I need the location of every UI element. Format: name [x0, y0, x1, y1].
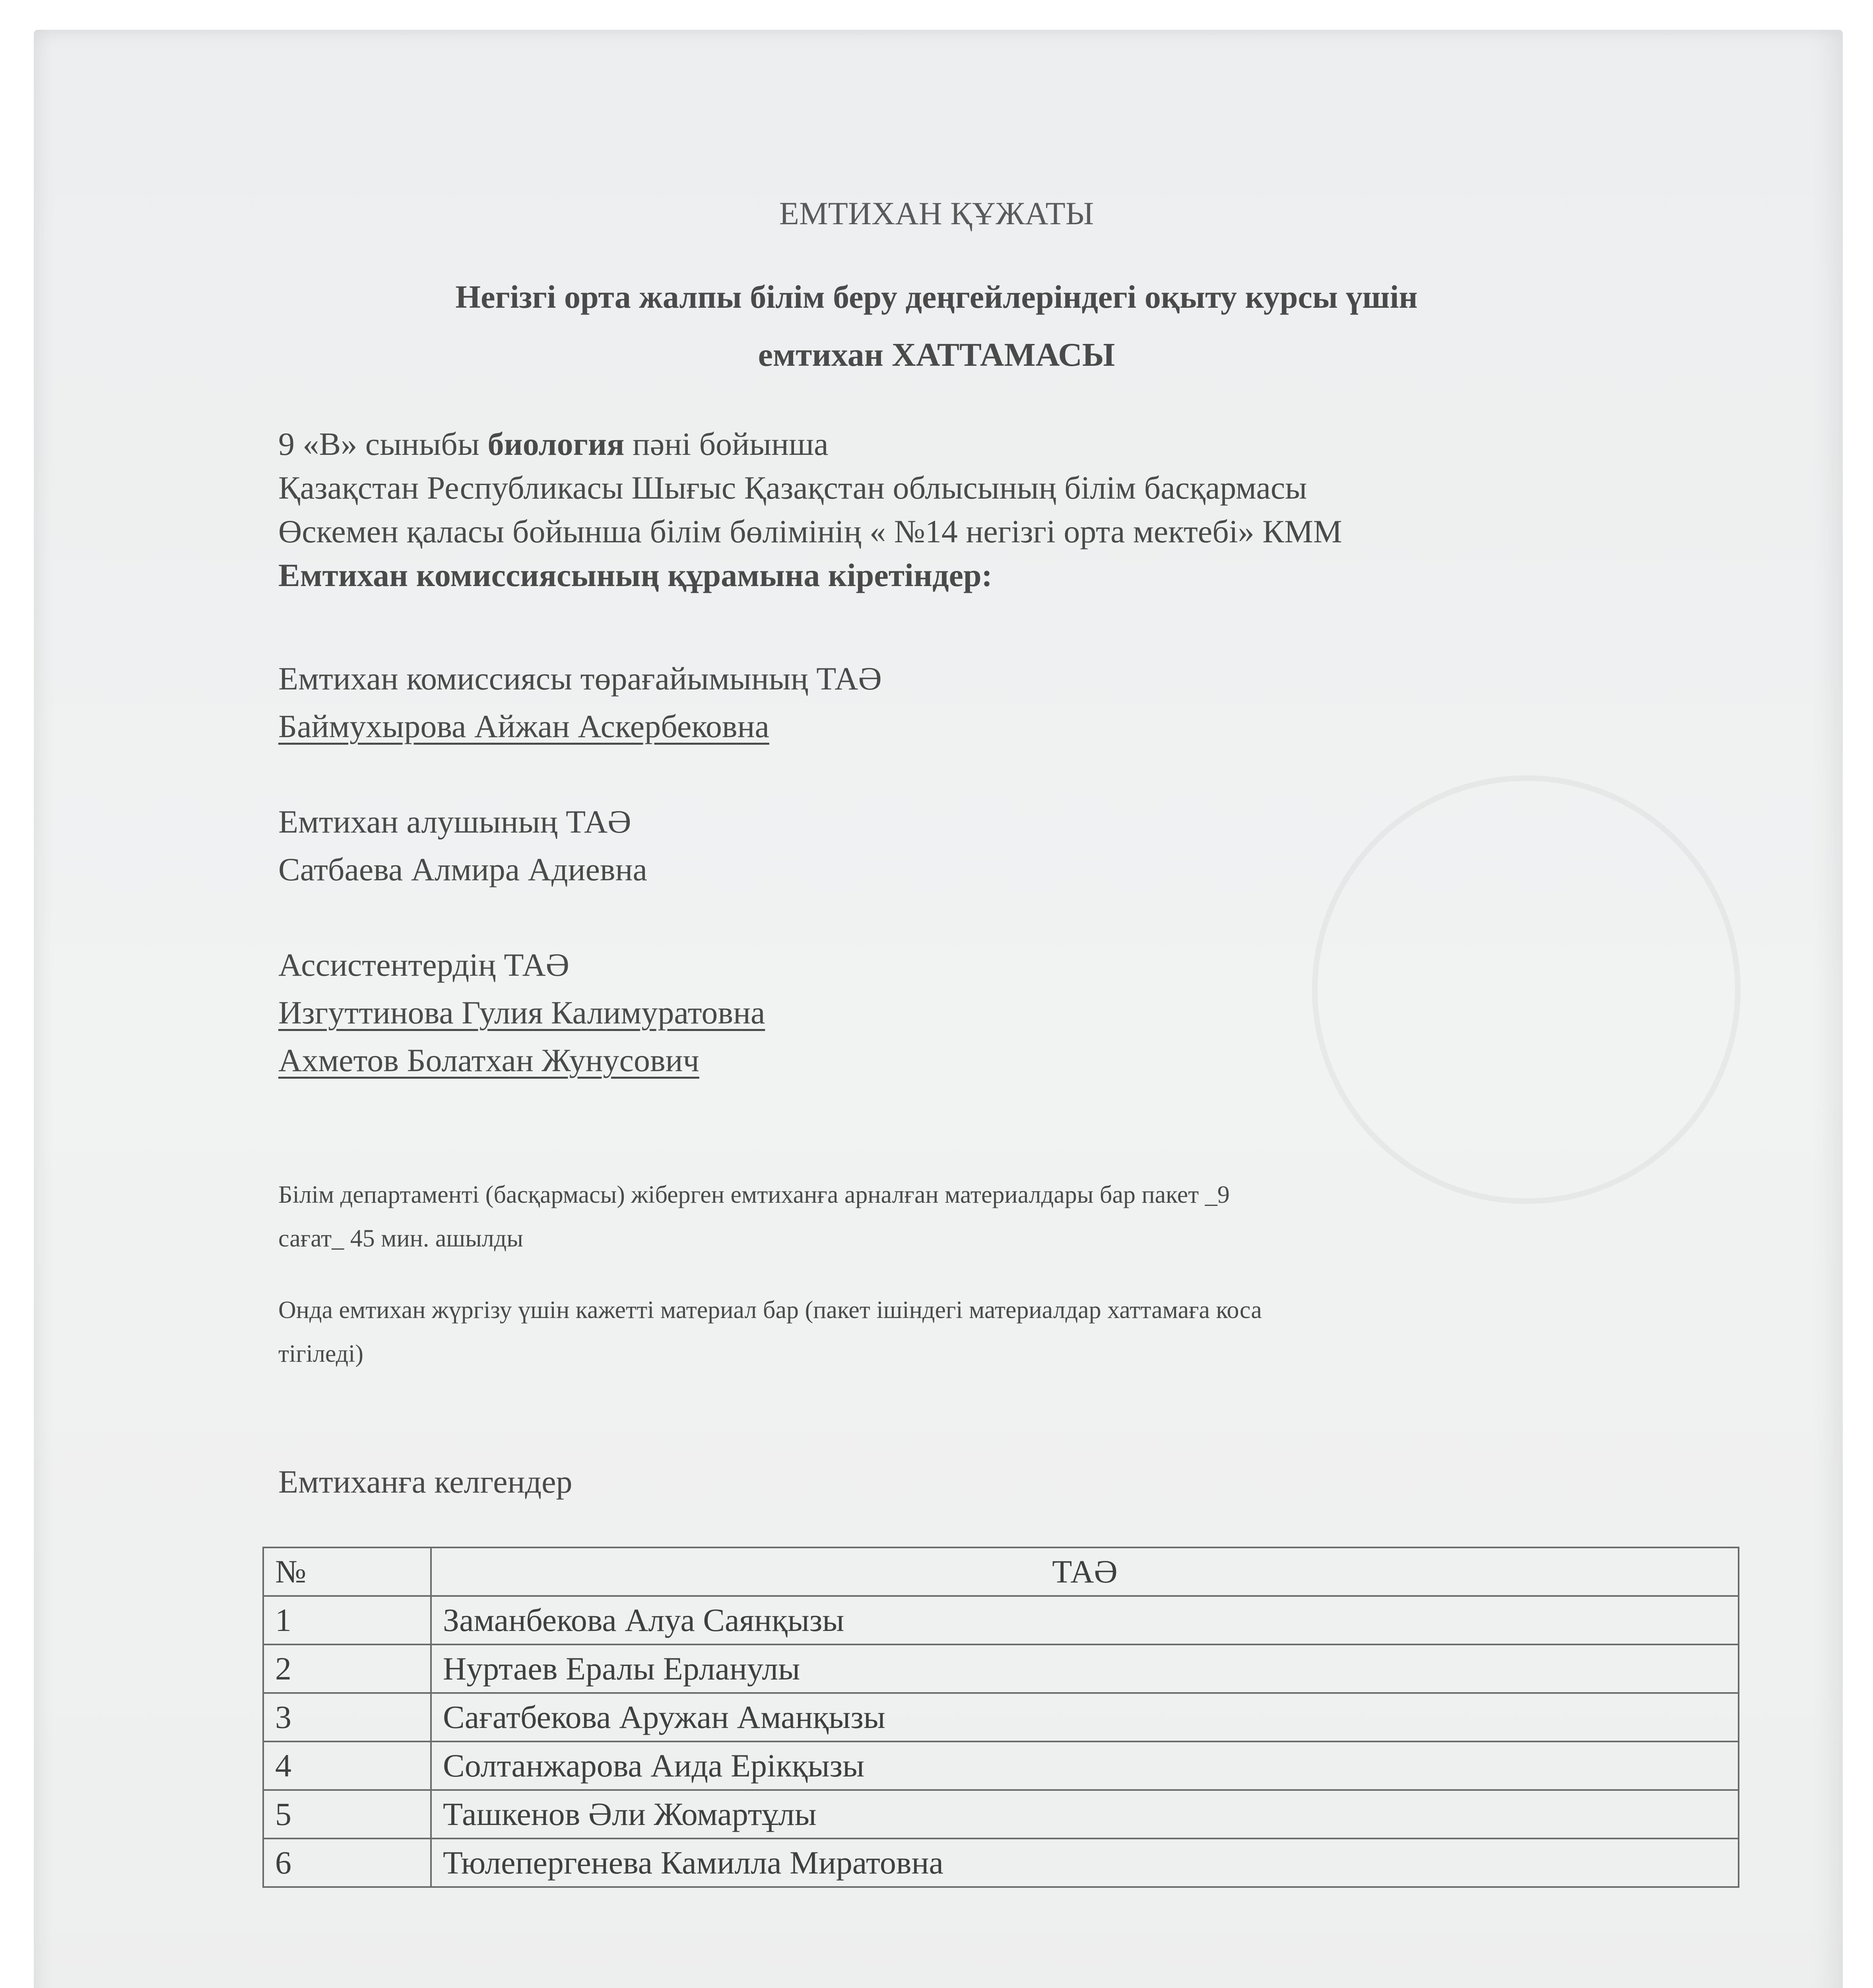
chair-label: Емтихан комиссиясы төрағайымының ТАӘ [278, 660, 882, 697]
table-header-row [263, 1547, 1739, 1596]
attendance-table [262, 1547, 1739, 1888]
assistant-name: Ахметов Болатхан Жунусович [278, 1042, 699, 1078]
region-line: Қазақстан Республикасы Шығыс Қазақстан облысының білім басқармасы [278, 470, 1307, 506]
student-name: Нуртаев Ералы Ерланулы [431, 1644, 1739, 1693]
examiner-label: Емтихан алушының ТАӘ [278, 804, 631, 840]
column-header-fullname: ТАӘ [431, 1547, 1739, 1596]
student-name: Ташкенов Әли Жомартұлы [431, 1790, 1739, 1839]
assistant-name: Изгуттинова Гулия Калимуратовна [278, 994, 765, 1031]
table-row [263, 1741, 1739, 1790]
document-header: ЕМТИХАН ҚҰЖАТЫ [779, 195, 1094, 231]
row-number: 1 [263, 1596, 431, 1644]
student-name: Сағатбекова Аружан Аманқызы [431, 1693, 1739, 1741]
materials-line-2: тігіледі) [278, 1340, 364, 1367]
school-line: Өскемен қаласы бойынша білім бөлімінің « №14 негізгі орта мектебі» КММ [278, 513, 1342, 549]
package-line-1: Білім департаменті (басқармасы) жіберген емтиханға арналған материалдары бар пакет _9 [278, 1181, 1230, 1208]
examiner-name: Сатбаева Алмира Адиевна [278, 851, 647, 887]
class-subject-line [278, 425, 829, 463]
row-number: 4 [263, 1741, 431, 1790]
student-name: Тюлепергенева Камилла Миратовна [431, 1839, 1739, 1887]
row-number: 3 [263, 1693, 431, 1741]
table-row [263, 1790, 1739, 1839]
title-line-2: емтихан ХАТТАМАСЫ [758, 336, 1115, 373]
assistants-label: Ассистентердің ТАӘ [278, 947, 569, 983]
faded-stamp [1312, 775, 1741, 1204]
table-row [263, 1839, 1739, 1887]
title-line-1: Негізгі орта жалпы білім беру деңгейлеріндегі оқыту курсы үшін [455, 279, 1418, 315]
commission-heading: Емтихан комиссиясының құрамына кіретіндер: [278, 557, 992, 593]
table-row [263, 1644, 1739, 1693]
row-number: 5 [263, 1790, 431, 1839]
row-number: 2 [263, 1644, 431, 1693]
class-label: 9 «В» сыныбы [278, 426, 479, 462]
subject-name: биология [487, 426, 625, 462]
row-number: 6 [263, 1839, 431, 1887]
table-row [263, 1693, 1739, 1741]
attended-label: Емтиханға келгендер [278, 1464, 573, 1500]
student-name: Солтанжарова Аида Ерікқызы [431, 1741, 1739, 1790]
chair-name: Баймухырова Айжан Аскербековна [278, 708, 769, 744]
subject-suffix: пәні бойынша [633, 426, 829, 462]
materials-line-1: Онда емтихан жүргізу үшін кажетті материал бар (пакет ішіндегі материалдар хаттамаға коса [278, 1297, 1262, 1324]
student-name: Заманбекова Алуа Саянқызы [431, 1596, 1739, 1644]
package-line-2: сағат_ 45 мин. ашылды [278, 1225, 523, 1252]
table-row [263, 1596, 1739, 1644]
column-header-number: № [263, 1547, 431, 1596]
